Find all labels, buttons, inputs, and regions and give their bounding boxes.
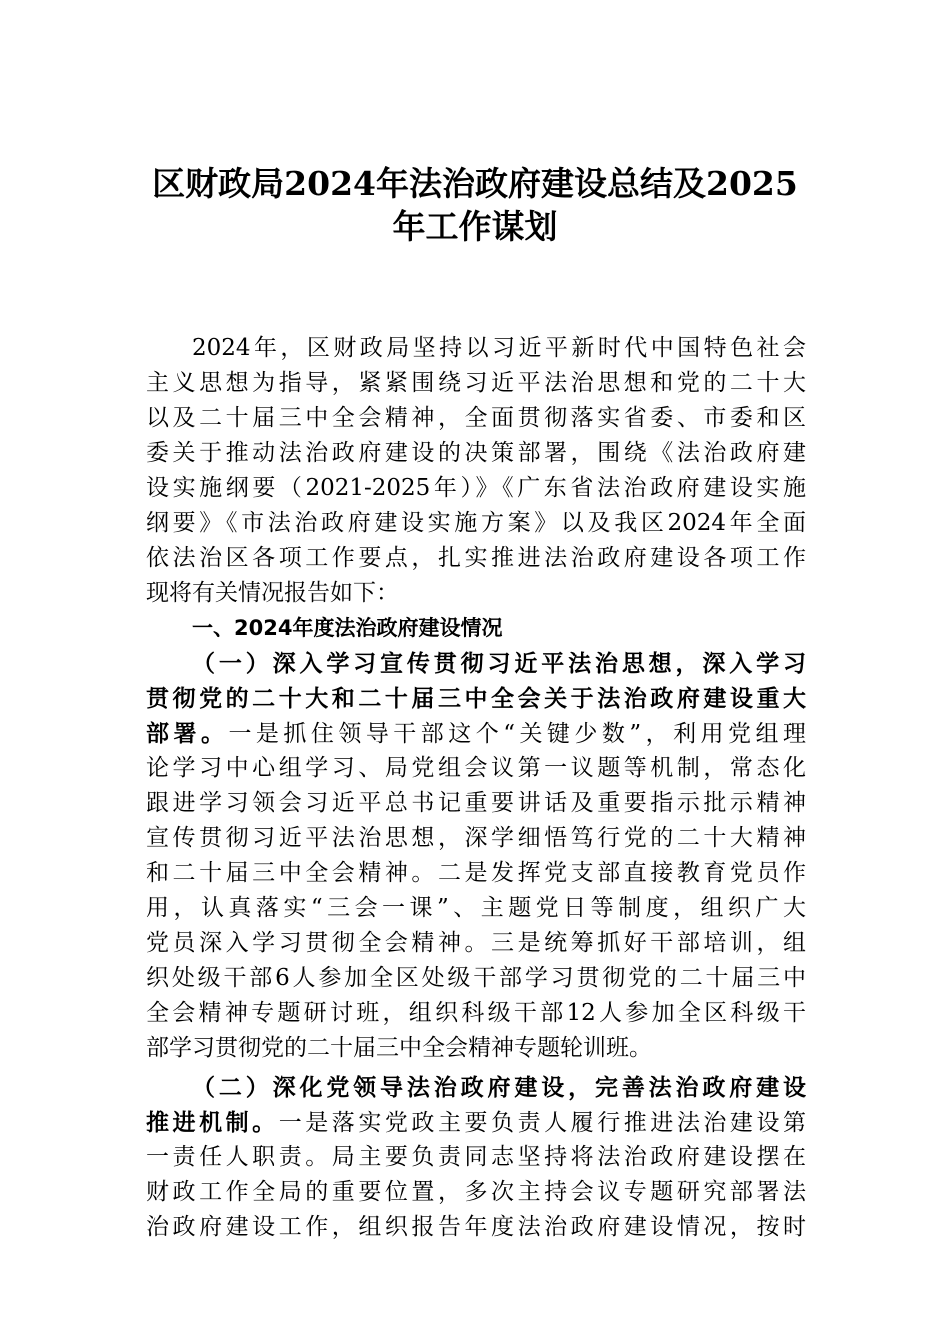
intro-paragraph-line: 设实施纲要（2021-2025年）》《广东省法治政府建设实施 bbox=[146, 475, 806, 501]
intro-paragraph-line: 纲要》《市法治政府建设实施方案》以及我区2024年全面 bbox=[146, 510, 806, 536]
intro-paragraph-line: 委关于推动法治政府建设的决策部署，围绕《法治政府建 bbox=[146, 440, 806, 466]
subsection-1-mixed-line bbox=[146, 716, 806, 751]
intro-paragraph-line: 依法治区各项工作要点，扎实推进法治政府建设各项工作 bbox=[146, 545, 806, 571]
subsection-1-line: 和二十届三中全会精神。二是发挥党支部直接教育党员作 bbox=[146, 860, 806, 886]
subsection-2-heading-line: （二）深化党领导法治政府建设，完善法治政府建设 bbox=[192, 1074, 806, 1101]
subsection-1-text: 一是抓住领导干部这个“关键少数”，利用党组理 bbox=[228, 721, 806, 747]
subsection-1-line: 部学习贯彻党的二十届三中全会精神专题轮训班。 bbox=[146, 1035, 652, 1061]
subsection-1-line: 跟进学习领会习近平总书记重要讲话及重要指示批示精神 bbox=[146, 790, 806, 816]
subsection-1-line: 用，认真落实“三会一课”、主题党日等制度，组织广大 bbox=[146, 895, 806, 921]
subsection-1-line: 宣传贯彻习近平法治思想，深学细悟笃行党的二十大精神 bbox=[146, 825, 806, 851]
subsection-2-heading-end: 推进机制。 bbox=[146, 1109, 279, 1136]
document-title-line-2: 年工作谋划 bbox=[392, 207, 558, 246]
subsection-1-heading-end: 部署。 bbox=[146, 720, 229, 747]
document-title-line-1: 区财政局2024年法治政府建设总结及2025 bbox=[152, 164, 798, 203]
subsection-1-line: 织处级干部6人参加全区处级干部学习贯彻党的二十届三中 bbox=[146, 965, 806, 991]
subsection-2-text: 一是落实党政主要负责人履行推进法治建设第 bbox=[278, 1110, 807, 1136]
subsection-1-line: 论学习中心组学习、局党组会议第一议题等机制，常态化 bbox=[146, 755, 806, 781]
subsection-2-line: 财政工作全局的重要位置，多次主持会议专题研究部署法 bbox=[146, 1179, 806, 1205]
subsection-1-line: 全会精神专题研讨班，组织科级干部12人参加全区科级干 bbox=[146, 1000, 806, 1026]
intro-paragraph-line: 以及二十届三中全会精神，全面贯彻落实省委、市委和区 bbox=[146, 405, 806, 431]
intro-paragraph-line: 现将有关情况报告如下： bbox=[146, 580, 399, 606]
section-heading: 一、2024年度法治政府建设情况 bbox=[192, 616, 503, 640]
intro-paragraph-line: 主义思想为指导，紧紧围绕习近平法治思想和党的二十大 bbox=[146, 370, 806, 396]
subsection-2-line: 一责任人职责。局主要负责同志坚持将法治政府建设摆在 bbox=[146, 1144, 806, 1170]
subsection-2-line: 治政府建设工作，组织报告年度法治政府建设情况，按时 bbox=[146, 1214, 806, 1240]
subsection-1-line: 党员深入学习贯彻全会精神。三是统筹抓好干部培训，组 bbox=[146, 930, 806, 956]
subsection-1-heading-line: 贯彻党的二十大和二十届三中全会关于法治政府建设重大 bbox=[146, 685, 806, 712]
document-body bbox=[146, 331, 806, 1245]
intro-paragraph-line: 2024年，区财政局坚持以习近平新时代中国特色社会 bbox=[192, 335, 806, 361]
subsection-2-mixed-line bbox=[146, 1105, 806, 1140]
subsection-1-heading-line: （一）深入学习宣传贯彻习近平法治思想，深入学习 bbox=[192, 650, 806, 677]
